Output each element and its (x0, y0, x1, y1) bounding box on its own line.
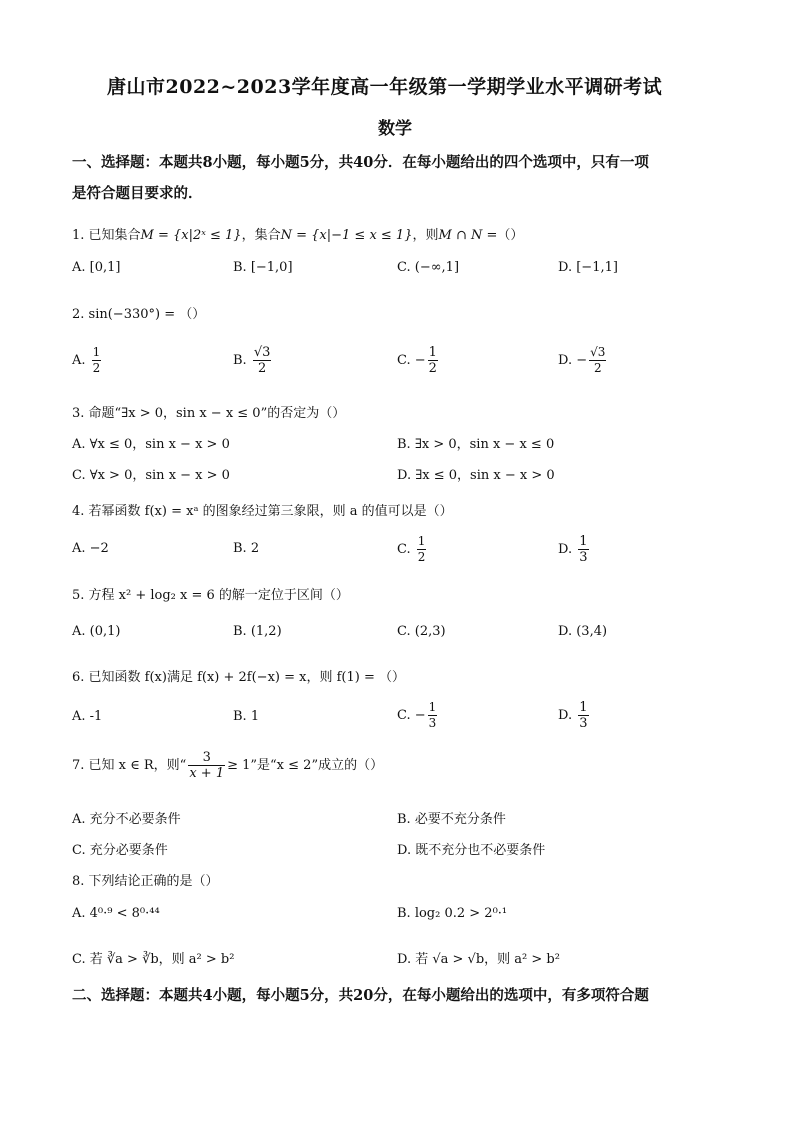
q6-option-b[interactable]: B. 1 (233, 709, 260, 724)
q6-option-c-num: 1 (428, 700, 437, 714)
q1-stem (72, 224, 523, 243)
q1-option-d[interactable]: D. [−1,1] (558, 260, 618, 275)
section2-heading-line1: 二、选择题：本题共4小题，每小题5分，共20分，在每小题给出的选项中，有多项符合题 (72, 987, 649, 1004)
q6-stem: 6. 已知函数 f(x)满足 f(x) + 2f(−x) = x，则 f(1) = （） (72, 670, 405, 685)
q4-option-c-den: 2 (417, 550, 426, 564)
q8-stem: 8. 下列结论正确的是（） (72, 874, 219, 889)
q2-option-d-num: √3 (590, 345, 606, 359)
subject-title: 数学 (378, 119, 412, 139)
section1-heading-line2: 是符合题目要求的． (72, 185, 203, 202)
q2-option-b-label: B. (233, 353, 247, 368)
q1-stem-a: 1. 已知集合 (72, 228, 141, 243)
q2-option-b-den: 2 (257, 361, 267, 376)
q6-option-d-den: 3 (579, 716, 588, 731)
q4-option-d[interactable] (558, 534, 591, 565)
q8-option-d[interactable]: D. 若 √a > √b，则 a² > b² (397, 952, 560, 967)
q7-stem-b: ≥ 1”是“x ≤ 2”成立的（） (227, 758, 384, 773)
q2-option-a-den: 2 (92, 361, 101, 375)
q7-stem-a: 7. 已知 x ∈ R，则“ (72, 758, 187, 773)
q5-stem: 5. 方程 x² + log₂ x = 6 的解一定位于区间（） (72, 588, 349, 603)
q7-option-c[interactable]: C. 充分必要条件 (72, 843, 168, 858)
q6-option-c[interactable] (397, 700, 439, 731)
q7-frac-den: x + 1 (189, 766, 225, 781)
q8-option-b[interactable]: B. log₂ 0.2 > 2⁰·¹ (397, 906, 508, 921)
q4-option-b[interactable]: B. 2 (233, 541, 260, 556)
section1-heading-line1: 一、选择题：本题共8小题，每小题5分，共40分．在每小题给出的四个选项中，只有一项 (72, 154, 649, 171)
q6-option-c-den: 3 (428, 716, 437, 730)
q6-option-d[interactable] (558, 700, 591, 731)
q4-option-c[interactable] (397, 534, 428, 565)
q1-stem-c: ，则 (412, 228, 439, 243)
q2-option-b[interactable] (233, 345, 273, 376)
q7-stem (72, 750, 383, 781)
q1-option-b[interactable]: B. [−1,0] (233, 260, 293, 275)
q3-option-b[interactable]: B. ∃x > 0，sin x − x ≤ 0 (397, 437, 555, 452)
q2-option-c-num: 1 (428, 345, 437, 360)
q7-frac-num: 3 (188, 750, 225, 766)
q8-option-c[interactable]: C. 若 ∛a > ∛b，则 a² > b² (72, 952, 235, 967)
q4-option-a[interactable]: A. −2 (72, 541, 109, 556)
q3-option-d[interactable]: D. ∃x ≤ 0，sin x − x > 0 (397, 468, 555, 483)
q2-option-a-num: 1 (92, 345, 101, 359)
q1-option-a[interactable]: A. [0,1] (72, 260, 121, 275)
q3-option-a[interactable]: A. ∀x ≤ 0，sin x − x > 0 (72, 437, 230, 452)
q1-set-m: M = {x|2ˣ ≤ 1} (140, 228, 242, 243)
q2-option-c-label: C. (397, 353, 411, 368)
q2-option-a-label: A. (72, 353, 86, 368)
q4-option-c-num: 1 (417, 534, 426, 548)
q4-option-d-label: D. (558, 542, 573, 557)
q7-option-d[interactable]: D. 既不充分也不必要条件 (397, 843, 546, 858)
q6-option-d-num: 1 (579, 700, 588, 715)
q1-option-c[interactable]: C. (−∞,1] (397, 260, 460, 275)
q4-option-d-den: 3 (579, 550, 588, 565)
q2-option-d-label: D. (558, 353, 573, 368)
q4-option-d-num: 1 (579, 534, 588, 549)
q2-option-a[interactable] (72, 345, 103, 376)
q2-stem: 2. sin(−330°) = （） (72, 307, 206, 322)
q5-option-d[interactable]: D. (3,4) (558, 624, 608, 639)
exam-title: 唐山市2022~2023学年度高一年级第一学期学业水平调研考试 (107, 76, 663, 98)
q1-set-n: N = {x|−1 ≤ x ≤ 1} (280, 228, 413, 243)
q7-option-a[interactable]: A. 充分不必要条件 (72, 812, 181, 827)
q5-option-a[interactable]: A. (0,1) (72, 624, 121, 639)
q8-option-a[interactable]: A. 4⁰·⁹ < 8⁰·⁴⁴ (72, 906, 160, 921)
q6-option-d-label: D. (558, 708, 573, 723)
q2-option-d-den: 2 (593, 361, 602, 375)
q2-option-b-num: √3 (253, 345, 271, 360)
q2-option-c-den: 2 (428, 361, 437, 376)
q2-option-d[interactable] (558, 345, 608, 376)
q6-option-a[interactable]: A. -1 (72, 709, 103, 724)
q5-option-b[interactable]: B. (1,2) (233, 624, 282, 639)
q3-stem: 3. 命题“∃x > 0，sin x − x ≤ 0”的否定为（） (72, 406, 346, 421)
q4-option-c-label: C. (397, 542, 411, 557)
q2-option-c[interactable] (397, 345, 440, 376)
q1-stem-b: ，集合 (241, 228, 281, 243)
q1-stem-d: （） (497, 228, 524, 243)
q1-expr: M ∩ N = (438, 228, 498, 243)
q6-option-c-sign: − (414, 708, 426, 723)
q4-stem: 4. 若幂函数 f(x) = xᵃ 的图象经过第三象限，则 a 的值可以是（） (72, 504, 453, 519)
q2-option-d-sign: − (576, 353, 588, 368)
q6-option-c-label: C. (397, 708, 411, 723)
q3-option-c[interactable]: C. ∀x > 0，sin x − x > 0 (72, 468, 230, 483)
q7-option-b[interactable]: B. 必要不充分条件 (397, 812, 506, 827)
q5-option-c[interactable]: C. (2,3) (397, 624, 446, 639)
q2-option-c-sign: − (414, 353, 426, 368)
